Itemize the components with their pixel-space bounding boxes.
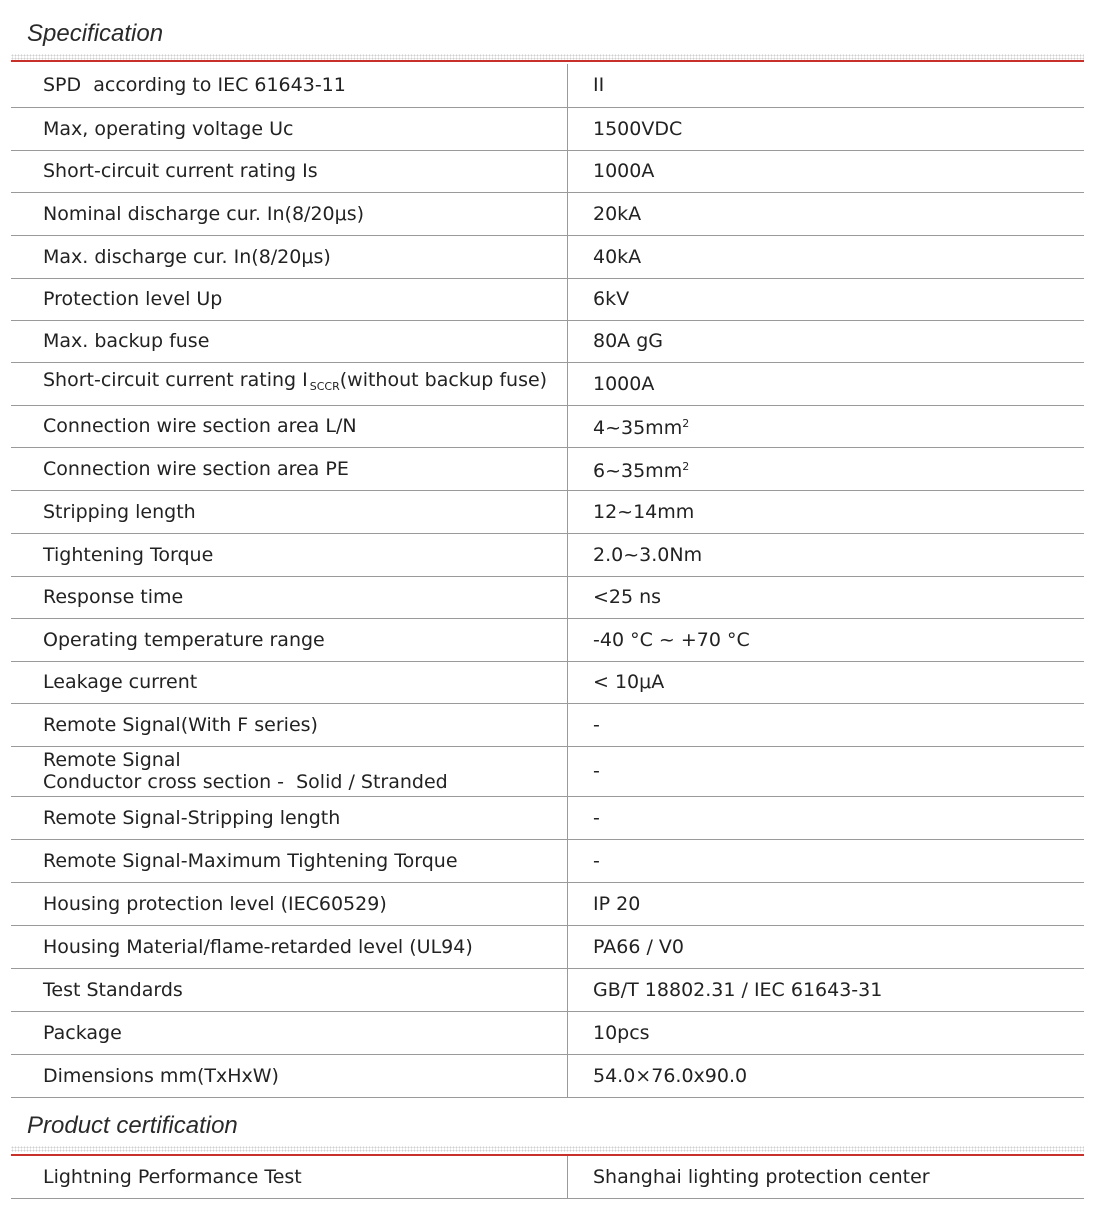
spec-label-cell xyxy=(11,192,568,235)
spec-value: 1500VDC xyxy=(593,117,683,140)
spec-value: - xyxy=(593,806,600,829)
spec-label-cell xyxy=(11,746,568,796)
spec-row xyxy=(11,882,1084,925)
spec-value-cell xyxy=(568,278,1085,320)
spec-label-cell xyxy=(11,405,568,447)
spec-value-superscript: 2 xyxy=(682,417,690,430)
spec-row xyxy=(11,192,1084,235)
spec-label: Max. discharge cur. In(8/20μs) xyxy=(43,245,331,268)
spec-value-cell xyxy=(568,618,1085,661)
spec-label: Housing Material/flame-retarded level (UL94) xyxy=(43,935,473,958)
spec-label-cell xyxy=(11,796,568,839)
spec-label: Stripping length xyxy=(43,500,196,523)
spec-value: 40kA xyxy=(593,245,642,268)
spec-label: Housing protection level (IEC60529) xyxy=(43,892,387,915)
spec-label-subscript: SCCR xyxy=(309,380,340,393)
spec-label-cell xyxy=(11,925,568,968)
spec-row xyxy=(11,362,1084,405)
spec-value-cell xyxy=(568,107,1085,150)
spec-row xyxy=(11,661,1084,703)
spec-row xyxy=(11,1054,1084,1097)
spec-row xyxy=(11,107,1084,150)
spec-label: Short-circuit current rating xyxy=(43,369,303,391)
spec-row xyxy=(11,796,1084,839)
spec-label-cell xyxy=(11,320,568,362)
spec-value: 20kA xyxy=(593,202,642,225)
specification-table-body xyxy=(11,64,1084,1097)
spec-value-cell xyxy=(568,925,1085,968)
spec-label: Protection level Up xyxy=(43,288,223,310)
spec-label-cell xyxy=(11,968,568,1011)
spec-value-cell xyxy=(568,1156,1085,1198)
spec-row xyxy=(11,839,1084,882)
spec-label: Operating temperature range xyxy=(43,628,325,651)
spec-row xyxy=(11,64,1084,107)
spec-value: -40 °C ~ +70 °C xyxy=(593,628,750,651)
spec-value: 1000A xyxy=(593,372,655,395)
spec-label-symbol: I xyxy=(302,369,308,391)
spec-row xyxy=(11,405,1084,447)
spec-label: Max, operating voltage Uc xyxy=(43,117,294,140)
spec-label-suffix: (without backup fuse) xyxy=(339,369,548,391)
spec-label: Connection wire section area L/N xyxy=(43,415,357,437)
section-divider-dots xyxy=(11,1146,1084,1152)
spec-value: Shanghai lighting protection center xyxy=(593,1165,930,1188)
spec-label: Tightening Torque xyxy=(43,543,214,566)
spec-value-cell xyxy=(568,447,1085,490)
spec-value: 6kV xyxy=(593,288,630,310)
product-certification-title: Product certification xyxy=(27,1112,238,1139)
spec-value-cell xyxy=(568,150,1085,192)
spec-row xyxy=(11,1011,1084,1054)
spec-label-cell xyxy=(11,150,568,192)
spec-value: - xyxy=(593,760,600,782)
spec-value-cell xyxy=(568,796,1085,839)
spec-value-cell xyxy=(568,968,1085,1011)
spec-value-cell xyxy=(568,235,1085,278)
spec-value: IP 20 xyxy=(593,892,641,915)
spec-row xyxy=(11,533,1084,576)
spec-value-cell xyxy=(568,490,1085,533)
certification-table-body xyxy=(11,1156,1084,1198)
certification-row xyxy=(11,1156,1084,1198)
spec-value: < 10μA xyxy=(593,671,665,693)
spec-row xyxy=(11,703,1084,746)
spec-value-cell xyxy=(568,533,1085,576)
spec-label-cell xyxy=(11,1054,568,1097)
spec-value-cell xyxy=(568,320,1085,362)
spec-label-cell xyxy=(11,1011,568,1054)
spec-label: Nominal discharge cur. In(8/20μs) xyxy=(43,202,365,225)
spec-row xyxy=(11,235,1084,278)
spec-label: Short-circuit current rating Is xyxy=(43,160,318,182)
spec-value: 54.0×76.0x90.0 xyxy=(593,1064,748,1087)
spec-value-cell xyxy=(568,1011,1085,1054)
spec-label: Dimensions mm(TxHxW) xyxy=(43,1064,279,1087)
spec-row xyxy=(11,618,1084,661)
spec-value-cell xyxy=(568,1054,1085,1097)
spec-value: 6~35mm xyxy=(593,459,683,482)
section-divider-line xyxy=(11,60,1084,62)
spec-row xyxy=(11,320,1084,362)
spec-label: Remote Signal(With F series) xyxy=(43,713,318,736)
spec-label-cell xyxy=(11,839,568,882)
spec-label-cell xyxy=(11,64,568,107)
spec-label: SPD according to IEC 61643-11 xyxy=(43,74,346,97)
spec-label: Lightning Performance Test xyxy=(43,1165,302,1188)
spec-value-cell xyxy=(568,192,1085,235)
spec-value-cell xyxy=(568,64,1085,107)
spec-value: <25 ns xyxy=(593,586,662,608)
spec-value: 1000A xyxy=(593,160,655,182)
spec-label-cell xyxy=(11,703,568,746)
spec-label: Remote Signal xyxy=(43,749,181,771)
spec-value: - xyxy=(593,849,600,872)
spec-value-cell xyxy=(568,405,1085,447)
spec-value: 80A gG xyxy=(593,330,663,352)
spec-value-cell xyxy=(568,661,1085,703)
spec-value: PA66 / V0 xyxy=(593,935,684,958)
spec-row xyxy=(11,968,1084,1011)
spec-label-cell xyxy=(11,362,568,405)
spec-label: Connection wire section area PE xyxy=(43,457,349,480)
spec-label-cell xyxy=(11,278,568,320)
spec-row xyxy=(11,490,1084,533)
spec-label-cell xyxy=(11,576,568,618)
spec-value: 2.0~3.0Nm xyxy=(593,543,703,566)
spec-label-cell xyxy=(11,490,568,533)
spec-value: 10pcs xyxy=(593,1021,650,1044)
spec-label-cell xyxy=(11,618,568,661)
spec-value: II xyxy=(593,74,605,97)
spec-label: Package xyxy=(43,1021,122,1044)
spec-label-cell xyxy=(11,533,568,576)
spec-value: GB/T 18802.31 / IEC 61643-31 xyxy=(593,978,883,1001)
spec-value-cell xyxy=(568,576,1085,618)
spec-value-cell xyxy=(568,362,1085,405)
specification-table xyxy=(11,64,1084,1098)
spec-label: Test Standards xyxy=(43,978,183,1001)
specification-title: Specification xyxy=(27,20,164,47)
spec-value-superscript: 2 xyxy=(682,459,690,473)
spec-row xyxy=(11,746,1084,796)
spec-value: 4~35mm xyxy=(593,417,683,439)
certification-table xyxy=(11,1156,1084,1199)
spec-label: Remote Signal-Stripping length xyxy=(43,806,341,829)
spec-label-cell xyxy=(11,661,568,703)
spec-label-cell xyxy=(11,447,568,490)
spec-label: Max. backup fuse xyxy=(43,330,210,352)
spec-value-cell xyxy=(568,703,1085,746)
spec-label-line2: Conductor cross section - Solid / Stranded xyxy=(43,771,448,793)
spec-value-cell xyxy=(568,746,1085,796)
spec-label-cell xyxy=(11,882,568,925)
spec-label-cell xyxy=(11,235,568,278)
spec-row xyxy=(11,447,1084,490)
spec-value-cell xyxy=(568,882,1085,925)
spec-value-cell xyxy=(568,839,1085,882)
spec-label-cell xyxy=(11,1156,568,1198)
spec-value: 12~14mm xyxy=(593,500,695,523)
spec-label: Leakage current xyxy=(43,671,198,693)
spec-row xyxy=(11,150,1084,192)
spec-row xyxy=(11,278,1084,320)
spec-value: - xyxy=(593,713,600,736)
spec-label: Remote Signal-Maximum Tightening Torque xyxy=(43,849,458,872)
spec-row xyxy=(11,925,1084,968)
spec-row xyxy=(11,576,1084,618)
spec-label: Response time xyxy=(43,586,184,608)
spec-label-cell xyxy=(11,107,568,150)
